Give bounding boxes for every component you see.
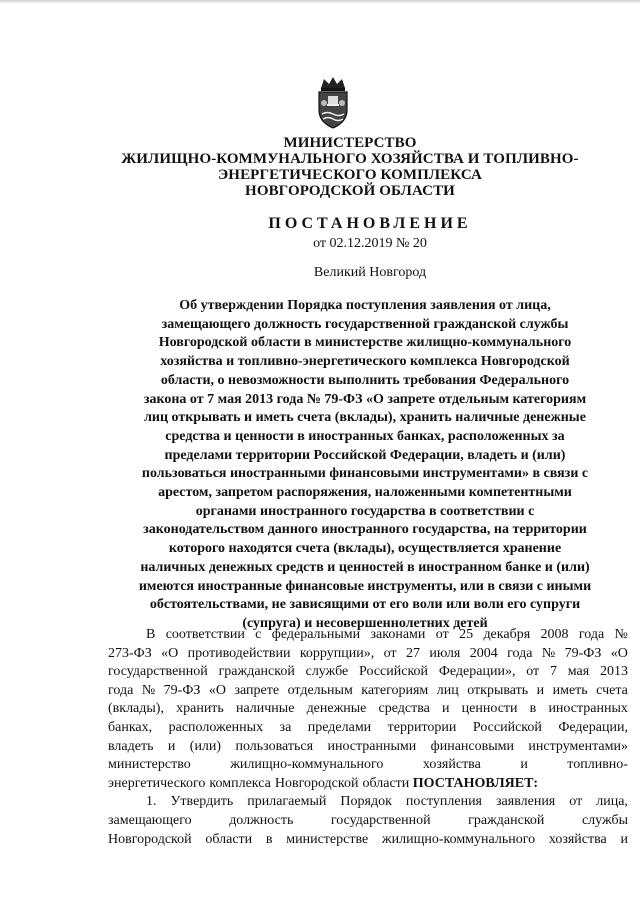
body-line (108, 645, 628, 664)
title-line: закона от 7 мая 2013 года № 79-ФЗ «О запрете отдельным категориям (143, 391, 587, 407)
body-word: государственной (330, 812, 431, 828)
title-line: Новгородской области в министерстве жилищно-коммунального (158, 335, 572, 351)
body-word: 273-ФЗ (108, 645, 152, 661)
body-word: хранить (176, 701, 224, 717)
body-word: от (383, 645, 397, 661)
title-line: замещающего должность государственной гражданской службы (161, 316, 569, 332)
body-word: 2013 (599, 664, 628, 680)
title-line: пользоваться иностранными финансовыми инструментами» в связи с (141, 466, 589, 482)
scan-edge (0, 0, 640, 4)
body-word: 25 (459, 627, 474, 642)
body-word: 79-ФЗ (163, 682, 201, 698)
body-word: отдельным (287, 682, 353, 698)
body-word: жилищно-коммунального (381, 831, 536, 847)
body-word: декабря (483, 627, 531, 642)
body-word: от (526, 664, 540, 680)
body-word: должность (229, 812, 294, 828)
body-word: Утвердить (170, 794, 234, 810)
body-line (108, 626, 628, 645)
body-word: прилагаемый (247, 794, 327, 810)
title-line: (супруга) и несовершеннолетних детей (242, 615, 488, 631)
body-word: за (279, 719, 292, 735)
body-line (108, 700, 628, 719)
body-word: соответствии (165, 627, 245, 642)
body-word: топливно- (567, 757, 628, 773)
resolution-title (100, 297, 630, 634)
body-word: территории (387, 719, 457, 735)
body-word: 27 (405, 645, 420, 661)
body-word: заявления (496, 794, 556, 810)
title-line: органами иностранного государства в соответствии с (195, 503, 535, 519)
body-word: 2008 (540, 627, 569, 642)
ministry-line: ЖИЛИЩНО-КОММУНАЛЬНОГО ХОЗЯЙСТВА И ТОПЛИВНО- (121, 151, 579, 167)
body-word: и (167, 738, 176, 754)
body-word: области (205, 831, 253, 847)
body-line (108, 756, 628, 775)
body-word: № (614, 627, 628, 642)
body-word: комплекса (209, 775, 271, 791)
body-word: мая (567, 664, 590, 680)
body-word: федеральными (271, 627, 361, 642)
body-word: 7 (549, 664, 557, 680)
body-word: государственной (108, 664, 208, 680)
body-word: «О (161, 645, 179, 661)
body-word: лиц (436, 682, 459, 698)
title-line: законодательством данного иностранного государства, на территории (143, 522, 587, 538)
body-word: запрете (234, 682, 280, 698)
document-type: ПОСТАНОВЛЕНИЕ (268, 215, 472, 232)
title-line: пределами территории Российской Федерации, владеть и (или) (164, 447, 566, 463)
body-word: и (620, 831, 628, 847)
body-line (108, 719, 628, 738)
body-word: Российской (359, 664, 429, 680)
body-word: коррупции», (299, 645, 375, 661)
body-line (108, 738, 628, 757)
title-line: которого находятся счета (вклады), осуществляется хранение (168, 541, 562, 557)
body-word: пределами (307, 719, 372, 735)
title-line: области, о невозможности выполнить требования Федерального (160, 372, 570, 388)
body-word: денежные (306, 701, 367, 717)
body-word: Федерации, (558, 719, 628, 735)
body-word: (вклады), (108, 701, 164, 717)
body-word: № (541, 645, 556, 661)
body-word: иностранными (327, 738, 417, 754)
body-word: расположенных (168, 719, 264, 735)
body-word: в (529, 701, 537, 717)
body-line (108, 812, 628, 831)
body-line (108, 682, 628, 701)
body-word: финансовыми (430, 738, 514, 754)
body-word: законами (370, 627, 426, 642)
ministry-line: НОВГОРОДСКОЙ ОБЛАСТИ (245, 183, 455, 199)
body-word: области (362, 775, 410, 791)
body-word: «О (610, 645, 628, 661)
body-word: с (255, 627, 262, 642)
body-line (108, 663, 628, 682)
title-line: обстоятельствами, не зависящими от его воли или воли его супруги (149, 597, 581, 613)
title-line: Об утверждении Порядка поступления заявления от лица, (179, 298, 551, 313)
body-word: 2004 (469, 645, 498, 661)
body-line (108, 793, 628, 812)
document-date-number: от 02.12.2019 № 20 (313, 236, 427, 251)
body-word: жилищно-коммунального (230, 757, 384, 773)
body-word: года (507, 645, 533, 661)
body-word: иностранных (548, 701, 628, 717)
body-word: иметь (552, 682, 588, 698)
body-word: инструментами» (528, 738, 628, 754)
body-word: наличные (235, 701, 295, 717)
body-word: хозяйства (422, 757, 481, 773)
resolution-body (108, 626, 628, 849)
body-word: пользоваться (235, 738, 314, 754)
body-word: от (569, 794, 583, 810)
body-word: лица, (596, 794, 628, 810)
body-word: открывать (467, 682, 529, 698)
body-word: энергетического (108, 775, 206, 791)
title-line: хозяйства и топливно-энергетического комплекса Новгородской (160, 354, 570, 370)
body-word: года (108, 682, 134, 698)
title-line: наличных денежных средств и ценностей в иностранном банке и (или) (140, 559, 590, 575)
body-word: года (578, 627, 605, 642)
body-word: счета (596, 682, 628, 698)
body-word: Порядок (340, 794, 392, 810)
body-word: В (146, 627, 156, 642)
body-word: категориям (361, 682, 429, 698)
body-word: июля (429, 645, 461, 661)
body-word: замещающего (108, 812, 192, 828)
body-word: Новгородской (274, 775, 359, 791)
body-word: 1. (146, 794, 157, 810)
title-line: лиц открывать и иметь счета (вклады), хранить наличные денежные (144, 410, 586, 426)
body-word: службы (581, 812, 628, 828)
body-word: средства (378, 701, 430, 717)
body-word: противодействии (187, 645, 291, 661)
body-word: хозяйства (548, 831, 607, 847)
body-word: 79-ФЗ (564, 645, 602, 661)
body-word: и (442, 701, 450, 717)
body-word: владеть (108, 738, 154, 754)
body-line (108, 831, 628, 850)
body-word: министерстве (286, 831, 369, 847)
body-word: гражданской (468, 812, 545, 828)
novgorod-coat-of-arms-icon (313, 76, 353, 130)
body-word: Новгородской (108, 831, 192, 847)
body-word: от (435, 627, 449, 642)
title-line: средства и ценности в иностранных банках, расположенных за (165, 428, 565, 444)
body-word: «О (208, 682, 227, 698)
ministry-line: МИНИСТЕРСТВО (283, 135, 417, 151)
city-name: Великий Новгород (313, 265, 427, 280)
body-word: и (536, 682, 545, 698)
body-word: министерство (108, 757, 191, 773)
title-line: имеются иностранные финансовые инструменты, или в связи с иными (138, 578, 592, 594)
body-word: в (265, 831, 273, 847)
body-word: поступления (405, 794, 482, 810)
body-word: службе (305, 664, 349, 680)
body-word: (или) (189, 738, 222, 754)
ministry-name (60, 135, 640, 199)
body-word: № (141, 682, 156, 698)
body-word: и (520, 757, 528, 773)
body-word: Федерации», (438, 664, 516, 680)
body-word: банках, (108, 719, 153, 735)
body-word: гражданской (218, 664, 295, 680)
title-line: арестом, запретом распоряжения, наложенными компетентными (158, 485, 572, 501)
body-word: ценности (461, 701, 518, 717)
body-word: Российской (472, 719, 542, 735)
body-line (108, 775, 628, 794)
ministry-line: ЭНЕРГЕТИЧЕСКОГО КОМПЛЕКСА (218, 167, 482, 183)
resolves-keyword: ПОСТАНОВЛЯЕТ: (412, 775, 539, 791)
